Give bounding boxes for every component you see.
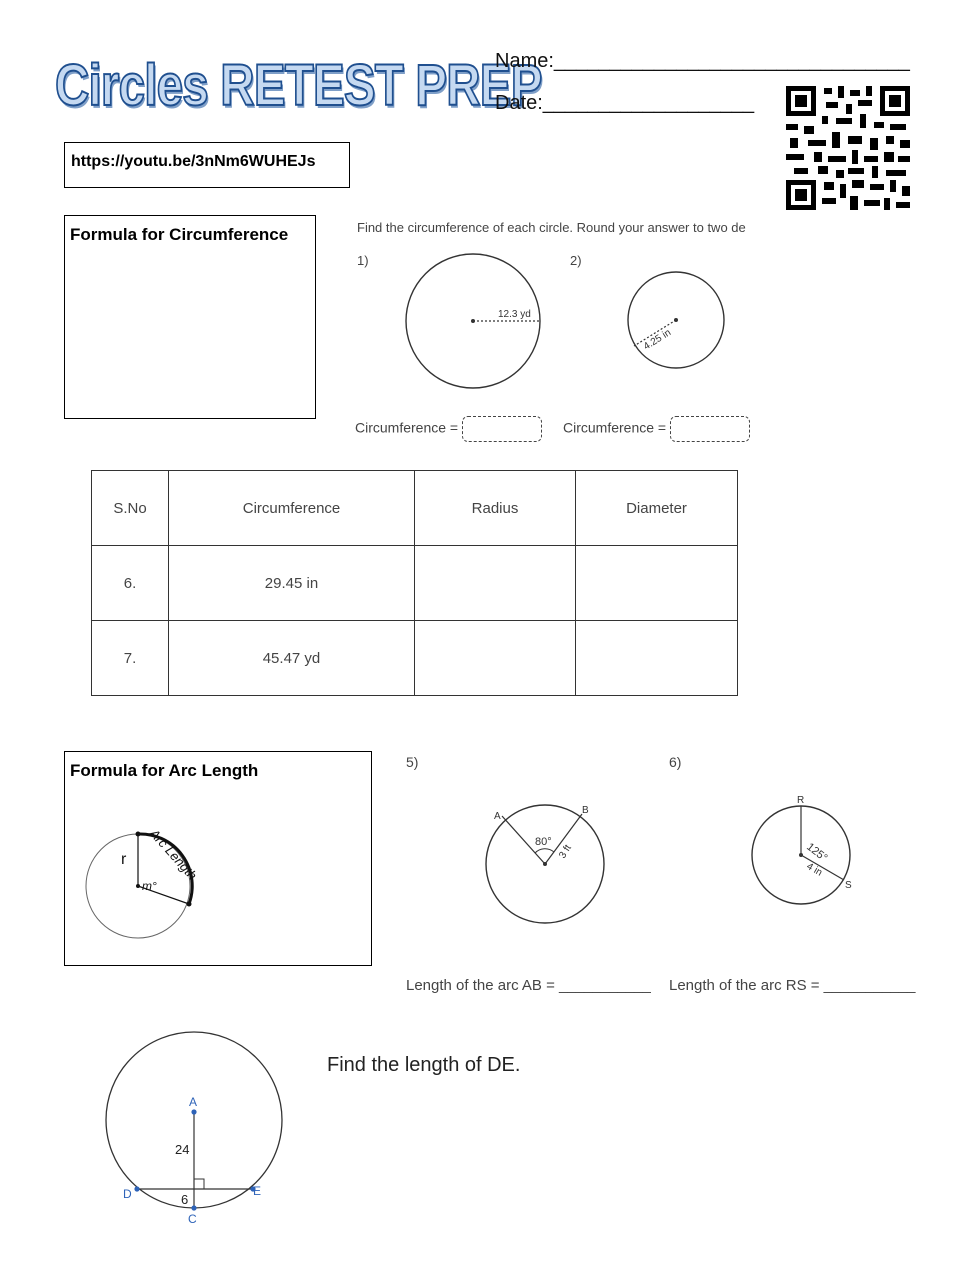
sketch-radius-label: r [121, 851, 127, 868]
row-2-radius[interactable] [415, 621, 576, 696]
header-diameter: Diameter [576, 471, 738, 546]
arc-length-formula-title: Formula for Arc Length [70, 761, 259, 780]
problem-1-number: 1) [357, 253, 369, 268]
circumference-answer-1-box[interactable] [462, 416, 542, 442]
sketch-angle-label: m° [142, 879, 157, 893]
circumference-answer-2-label: Circumference = [563, 419, 667, 436]
problem-6-number: 6) [669, 754, 682, 770]
header-sno: S.No [92, 471, 169, 546]
arc-length-formula-box[interactable] [64, 751, 372, 966]
date-field-label[interactable]: Date:___________________ [495, 92, 755, 114]
header-circumference: Circumference [169, 471, 415, 546]
video-link-box [64, 142, 350, 188]
table-row [92, 546, 738, 621]
video-link[interactable]: https://youtu.be/3nNm6WUHEJs [71, 153, 316, 170]
arc-5-point-a: A [494, 811, 501, 822]
segment-ac-length: 24 [175, 1142, 190, 1157]
row-1-circumference: 29.45 in [169, 546, 415, 621]
chord-point-a: A [189, 1095, 198, 1109]
arc-5-point-b: B [582, 805, 589, 816]
row-2-circumference: 45.47 yd [169, 621, 415, 696]
problem-5-number: 5) [406, 754, 419, 770]
row-1-radius[interactable] [415, 546, 576, 621]
circle-diagram-2 [624, 268, 728, 372]
arc-6-point-r: R [797, 795, 805, 806]
row-1-sno: 6. [92, 546, 169, 621]
arc-5-angle: 80° [535, 836, 552, 848]
chord-point-d: D [123, 1187, 132, 1201]
chord-diagram [100, 1028, 290, 1228]
circle-1-radius-label: 12.3 yd [498, 309, 531, 320]
table-row [92, 621, 738, 696]
circumference-answer-1-label: Circumference = [355, 419, 459, 436]
row-2-sno: 7. [92, 621, 169, 696]
arc-rs-answer-line[interactable]: Length of the arc RS = ___________ [669, 977, 916, 994]
circle-measurements-table [91, 470, 738, 696]
chord-point-c: C [188, 1212, 197, 1226]
arc-diagram-6 [744, 792, 864, 912]
circumference-formula-title: Formula for Circumference [70, 225, 289, 244]
name-field-label[interactable]: Name:________________________________ [495, 50, 910, 72]
page-title: Circles RETEST PREP [55, 53, 542, 118]
circumference-answer-1 [355, 416, 542, 442]
arc-ab-answer-line[interactable]: Length of the arc AB = ___________ [406, 977, 651, 994]
table-header-row [92, 471, 738, 546]
chord-problem-prompt: Find the length of DE. [327, 1054, 521, 1076]
arc-length-sketch [79, 818, 239, 948]
problem-2-number: 2) [570, 253, 582, 268]
circumference-answer-2 [563, 416, 750, 442]
arc-5-radius: 3 ft [557, 842, 574, 861]
circle-2-diameter-label: 4.25 in [641, 327, 674, 353]
row-2-diameter[interactable] [576, 621, 738, 696]
circumference-answer-2-box[interactable] [670, 416, 750, 442]
arc-diagram-5 [478, 797, 614, 933]
circle-diagram-1 [400, 248, 546, 394]
arc-6-point-s: S [845, 880, 852, 891]
arc-6-angle: 125° [804, 840, 830, 865]
sketch-arc-label: Arc Length [146, 825, 200, 883]
qr-code-icon [786, 86, 910, 210]
segment-half-length: 6 [181, 1192, 189, 1207]
arc-6-radius: 4 in [804, 861, 824, 879]
chord-point-e: E [253, 1184, 262, 1198]
circumference-formula-box[interactable] [64, 215, 316, 419]
header-radius: Radius [415, 471, 576, 546]
circumference-instructions: Find the circumference of each circle. Round your answer to two de [357, 220, 746, 235]
row-1-diameter[interactable] [576, 546, 738, 621]
